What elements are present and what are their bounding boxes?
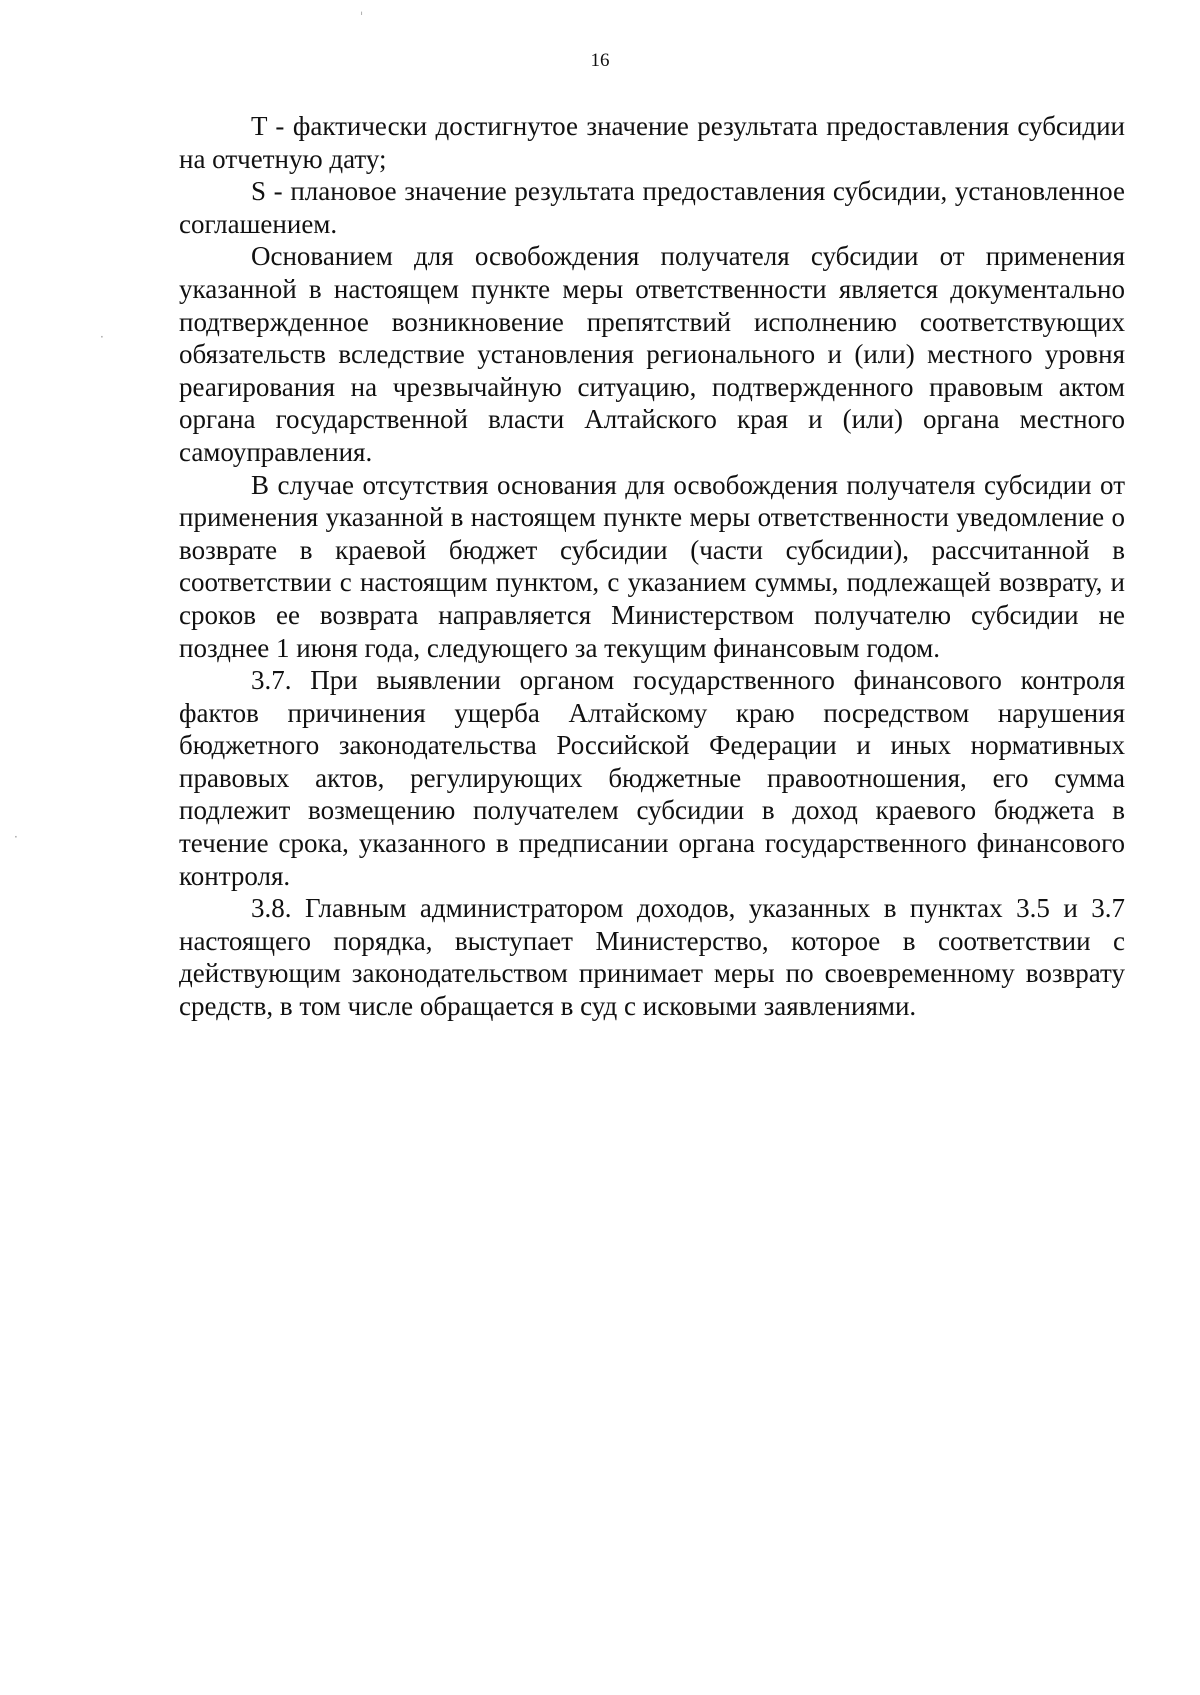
scan-speck: ˈ — [360, 10, 364, 24]
scan-speck: · — [100, 330, 104, 344]
paragraph-exemption-basis: Основанием для освобождения получателя субсидии от применения указанной в настоящем пункте меры ответственности является документально подтвержденное возникновение препятствий исполнению соответствующих обязательств вследствие установления регионального и (или) местного уровня реагирования на чрезвычайную ситуацию, подтвержденного правовым актом органа государственной власти Алтайского края и (или) органа местного самоуправления. — [179, 241, 1125, 467]
paragraph-3-8: 3.8. Главным администратором доходов, указанных в пунктах 3.5 и 3.7 настоящего порядка, выступает Министерство, которое в соответствии с действующим законодательством принимает меры по своевременному возврату средств, в том числе обращается в суд с исковыми заявлениями. — [179, 893, 1125, 1022]
paragraph-s-definition: S - плановое значение результата предоставления субсидии, установленное соглашением. — [179, 176, 1125, 239]
paragraph-refund-notice: В случае отсутствия основания для освобождения получателя субсидии от применения указанной в настоящем пункте меры ответственности уведомление о возврате в краевой бюджет субсидии (части субсидии), рассчитанной в соответствии с настоящим пунктом, с указанием суммы, подлежащей возврату, и сроков ее возврата направляется Министерством получателю субсидии не позднее 1 июня года, следующего за текущим финансовым годом. — [179, 469, 1125, 663]
scan-speck: · — [14, 830, 18, 844]
paragraph-3-7: 3.7. При выявлении органом государственного финансового контроля фактов причинения ущерба Алтайскому краю посредством нарушения бюджетного законодательства Российской Федерации и иных нормативных правовых актов, регулирующих бюджетные правоотношения, его сумма подлежит возмещению получателем субсидии в доход краевого бюджета в течение срока, указанного в предписании органа государственного финансового контроля. — [179, 665, 1125, 891]
paragraph-t-definition: T - фактически достигнутое значение результата предоставления субсидии на отчетную дату; — [179, 111, 1125, 174]
page-number: 16 — [590, 50, 610, 71]
document-body — [179, 110, 1125, 1023]
